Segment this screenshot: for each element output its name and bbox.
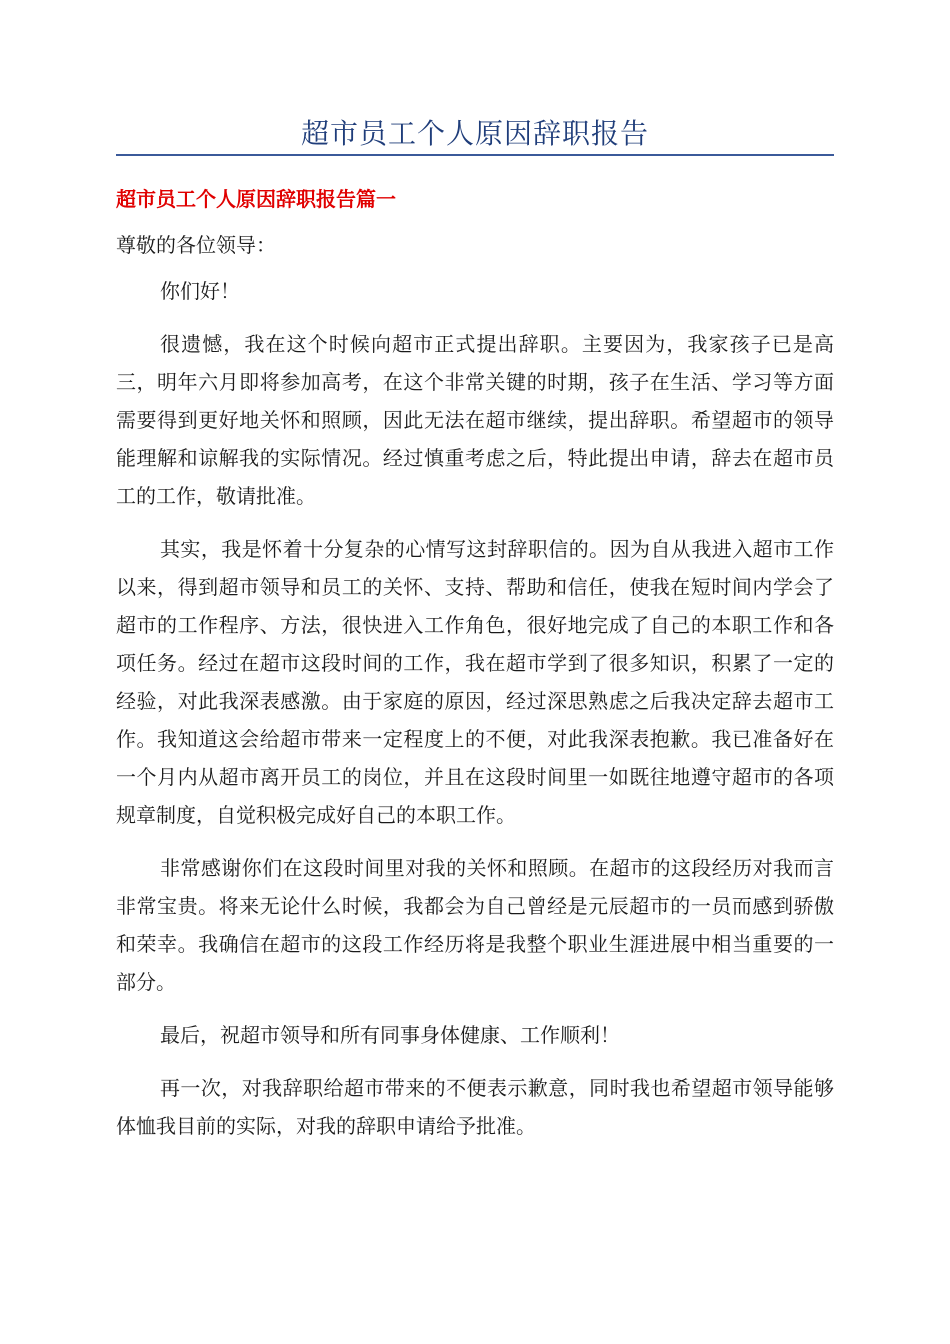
title-divider: [116, 154, 834, 156]
section-heading: 超市员工个人原因辞职报告篇一: [116, 187, 396, 211]
salutation: 尊敬的各位领导：: [116, 233, 276, 257]
paragraph-wishes: 最后，祝超市领导和所有同事身体健康、工作顺利！: [160, 1023, 620, 1047]
paragraph-thanks: 非常感谢你们在这段时间里对我的关怀和照顾。在超市的这段经历对我而言非常宝贵。将来无论什么时候，我都会为自己曾经是元辰超市的一员而感到骄傲和荣幸。我确信在超市的这段工作经历将是我整个职业生涯进展中相当重要的一部分。: [116, 856, 834, 994]
paragraph-greeting: 你们好！: [160, 279, 240, 303]
document-title: 超市员工个人原因辞职报告: [300, 117, 649, 150]
document-page: [116, 0, 834, 1145]
paragraph-apology: 再一次，对我辞职给超市带来的不便表示歉意，同时我也希望超市领导能够体恤我目前的实际，对我的辞职申请给予批准。: [116, 1076, 834, 1138]
paragraph-reason: 很遗憾，我在这个时候向超市正式提出辞职。主要因为，我家孩子已是高三，明年六月即将参加高考，在这个非常关键的时期，孩子在生活、学习等方面需要得到更好地关怀和照顾，因此无法在超市继续，提出辞职。希望超市的领导能理解和谅解我的实际情况。经过慎重考虑之后，特此提出申请，辞去在超市员工的工作，敬请批准。: [116, 332, 834, 508]
paragraph-gratitude: 其实，我是怀着十分复杂的心情写这封辞职信的。因为自从我进入超市工作以来，得到超市领导和员工的关怀、支持、帮助和信任，使我在短时间内学会了超市的工作程序、方法，很快进入工作角色，很好地完成了自己的本职工作和各项任务。经过在超市这段时间的工作，我在超市学到了很多知识，积累了一定的经验，对此我深表感激。由于家庭的原因，经过深思熟虑之后我决定辞去超市工作。我知道这会给超市带来一定程度上的不便，对此我深表抱歉。我已准备好在一个月内从超市离开员工的岗位，并且在这段时间里一如既往地遵守超市的各项规章制度，自觉积极完成好自己的本职工作。: [116, 537, 834, 827]
